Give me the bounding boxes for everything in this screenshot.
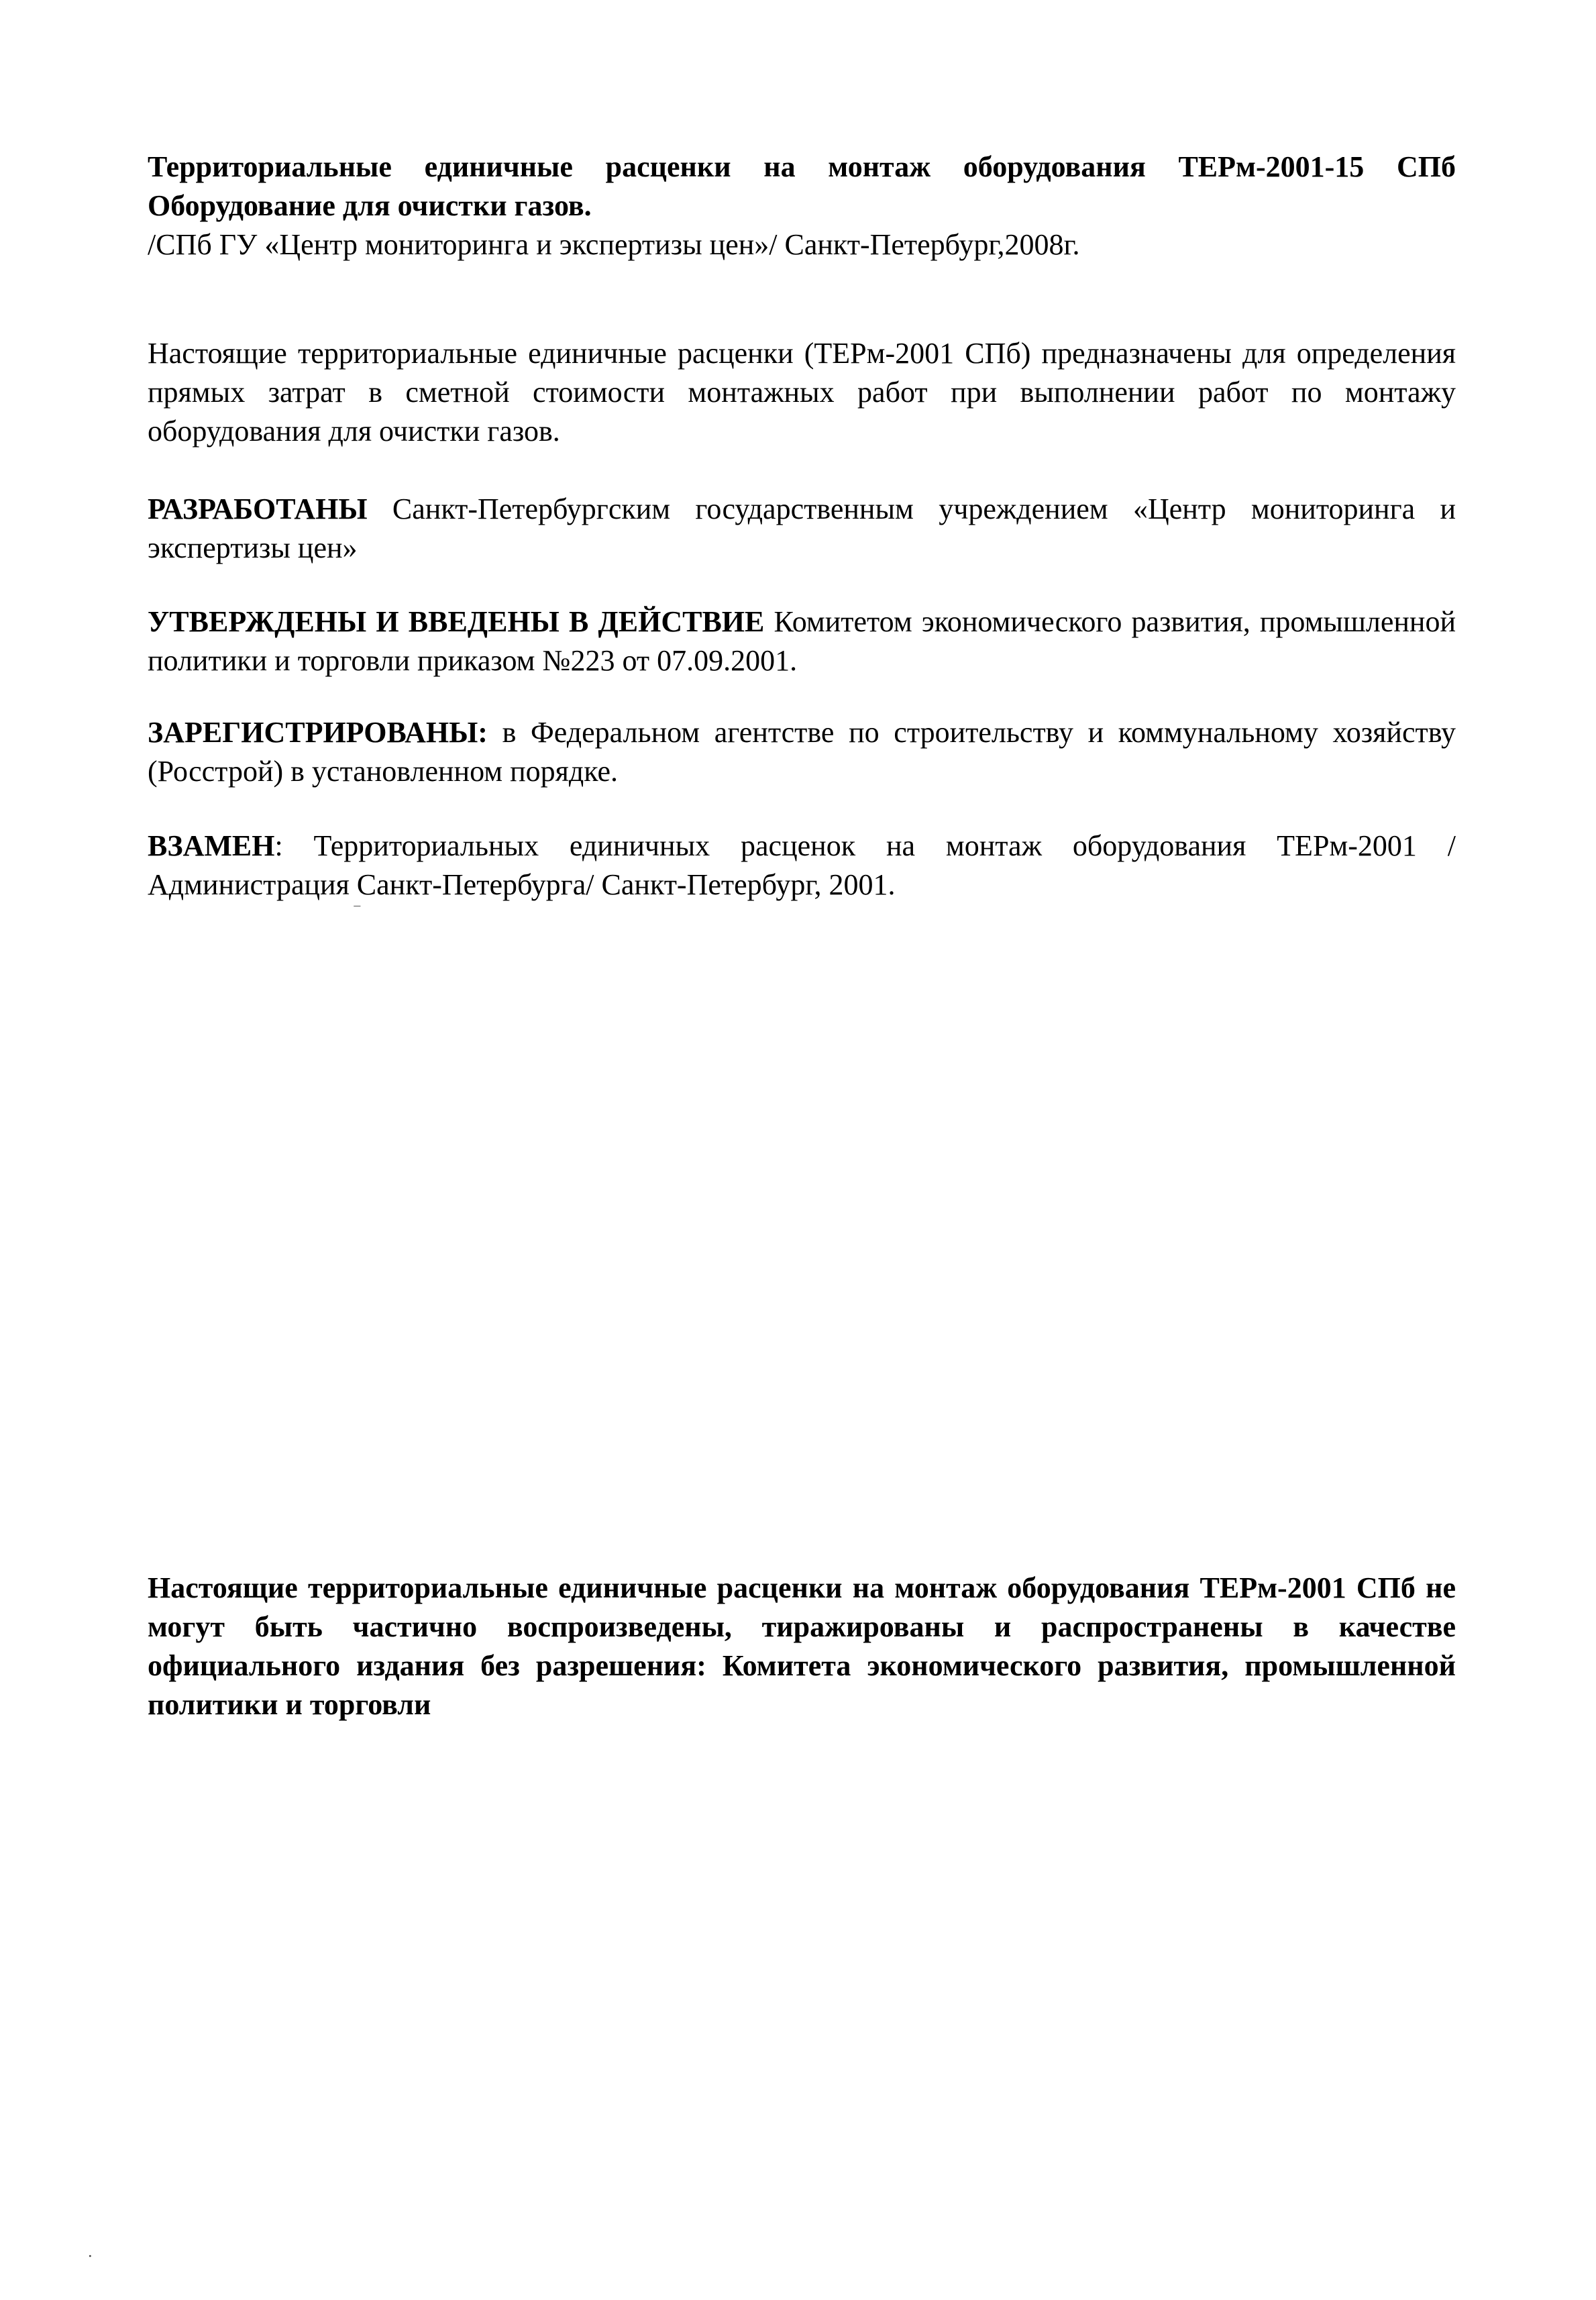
- header-source: /СПб ГУ «Центр мониторинга и экспертизы цен»/ Санкт-Петербург,2008г.: [148, 228, 1080, 261]
- approved-label: УТВЕРЖДЕНЫ И ВВЕДЕНЫ В ДЕЙСТВИЕ: [148, 605, 765, 638]
- intro-paragraph: [148, 334, 1456, 451]
- registered-label: ЗАРЕГИСТРИРОВАНЫ:: [148, 716, 488, 749]
- developed-text: Санкт-Петербургским государственным учреждением «Центр мониторинга и экспертизы цен»: [148, 492, 1456, 564]
- header-title-line1: Территориальные единичные расценки на монтаж оборудования ТЕРм-2001-15 СПб: [148, 150, 1456, 183]
- replaced-label: ВЗАМЕН: [148, 829, 275, 862]
- registered-paragraph: [148, 713, 1456, 791]
- developed-label: РАЗРАБОТАНЫ: [148, 492, 368, 525]
- intro-text: Настоящие территориальные единичные расценки (ТЕРм-2001 СПб) предназначены для определения прямых затрат в сметной стоимости монтажных работ при выполнении работ по монтажу оборудования для очистки газов.: [148, 337, 1456, 448]
- approved-text: Комитетом экономического развития, промышленной политики и торговли приказом №223 от 07.09.2001.: [148, 605, 1456, 677]
- header-title-line2: Оборудование для очистки газов.: [148, 189, 592, 222]
- registered-text: в Федеральном агентстве по строительству и коммунальному хозяйству (Росстрой) в установленном порядке.: [148, 716, 1456, 788]
- approved-paragraph: [148, 603, 1456, 680]
- scan-artifact: ‾: [354, 904, 360, 924]
- replaced-paragraph: [148, 827, 1456, 904]
- copyright-notice: [148, 1569, 1456, 1724]
- notice-text: Настоящие территориальные единичные расценки на монтаж оборудования ТЕРм-2001 СПб не могут быть частично воспроизведены, тиражированы и распространены в качестве официального издания без разрешения: Комитета экономического развития, промышленной политики и торговли: [148, 1571, 1456, 1721]
- replaced-text: : Территориальных единичных расценок на монтаж оборудования ТЕРм-2001 /Администрация Санкт-Петербурга/ Санкт-Петербург, 2001.: [148, 829, 1456, 901]
- document-header: [148, 148, 1456, 264]
- developed-paragraph: [148, 490, 1456, 568]
- scan-artifact: ·: [87, 2246, 93, 2266]
